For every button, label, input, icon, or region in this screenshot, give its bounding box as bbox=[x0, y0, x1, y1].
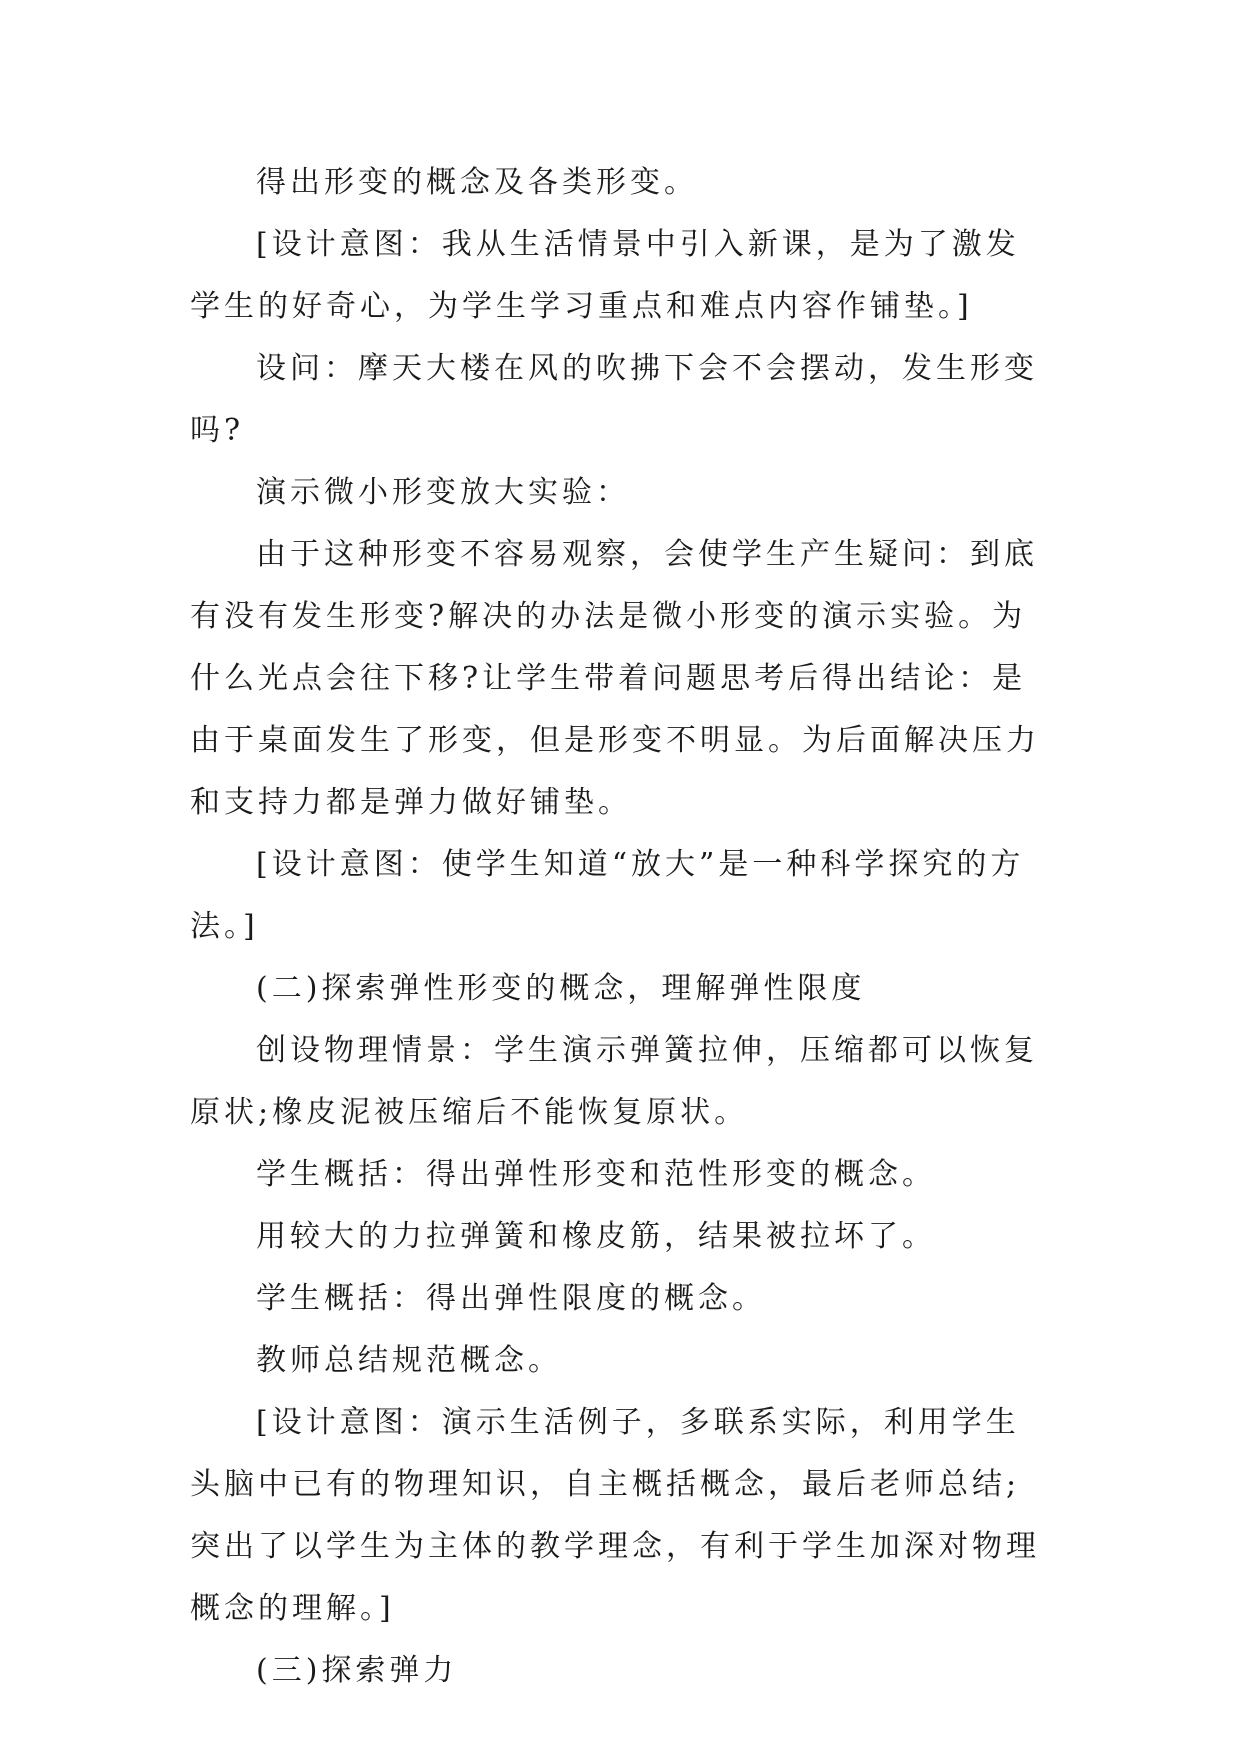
paragraph-student-summary-1: 学生概括：得出弹性形变和范性形变的概念。 bbox=[256, 1157, 936, 1192]
paragraph-teacher-summary: 教师总结规范概念。 bbox=[256, 1343, 562, 1378]
paragraph-physics-scenario: 创设物理情景：学生演示弹簧拉伸，压缩都可以恢复原状;橡皮泥被压缩后不能恢复原状。 bbox=[190, 1033, 1038, 1130]
section-heading-2: (二)探索弹性形变的概念，理解弹性限度 bbox=[256, 971, 866, 1006]
paragraph-demo-experiment: 演示微小形变放大实验： bbox=[256, 475, 630, 510]
paragraph-question: 设问：摩天大楼在风的吹拂下会不会摆动，发生形变吗? bbox=[190, 351, 1038, 448]
paragraph-student-summary-2: 学生概括：得出弹性限度的概念。 bbox=[256, 1281, 766, 1316]
paragraph-design-intent-3: [设计意图：演示生活例子，多联系实际，利用学生头脑中已有的物理知识，自主概括概念，最后老师总结;突出了以学生为主体的教学理念，有利于学生加深对物理概念的理解。] bbox=[190, 1405, 1040, 1626]
paragraph-design-intent-1: [设计意图：我从生活情景中引入新课，是为了激发学生的好奇心，为学生学习重点和难点内容作铺垫。] bbox=[190, 227, 1020, 324]
paragraph-spring-test: 用较大的力拉弹簧和橡皮筋，结果被拉坏了。 bbox=[256, 1219, 936, 1254]
paragraph-design-intent-2: [设计意图：使学生知道“放大”是一种科学探究的方法。] bbox=[190, 847, 1025, 944]
section-heading-3: (三)探索弹力 bbox=[256, 1653, 458, 1688]
document-body bbox=[190, 152, 1050, 1702]
paragraph-demo-explanation: 由于这种形变不容易观察，会使学生产生疑问：到底有没有发生形变?解决的办法是微小形变的演示实验。为什么光点会往下移?让学生带着问题思考后得出结论：是由于桌面发生了形变，但是形变不明显。为后面解决压力和支持力都是弹力做好铺垫。 bbox=[190, 537, 1040, 820]
paragraph-concept-result: 得出形变的概念及各类形变。 bbox=[256, 165, 698, 200]
